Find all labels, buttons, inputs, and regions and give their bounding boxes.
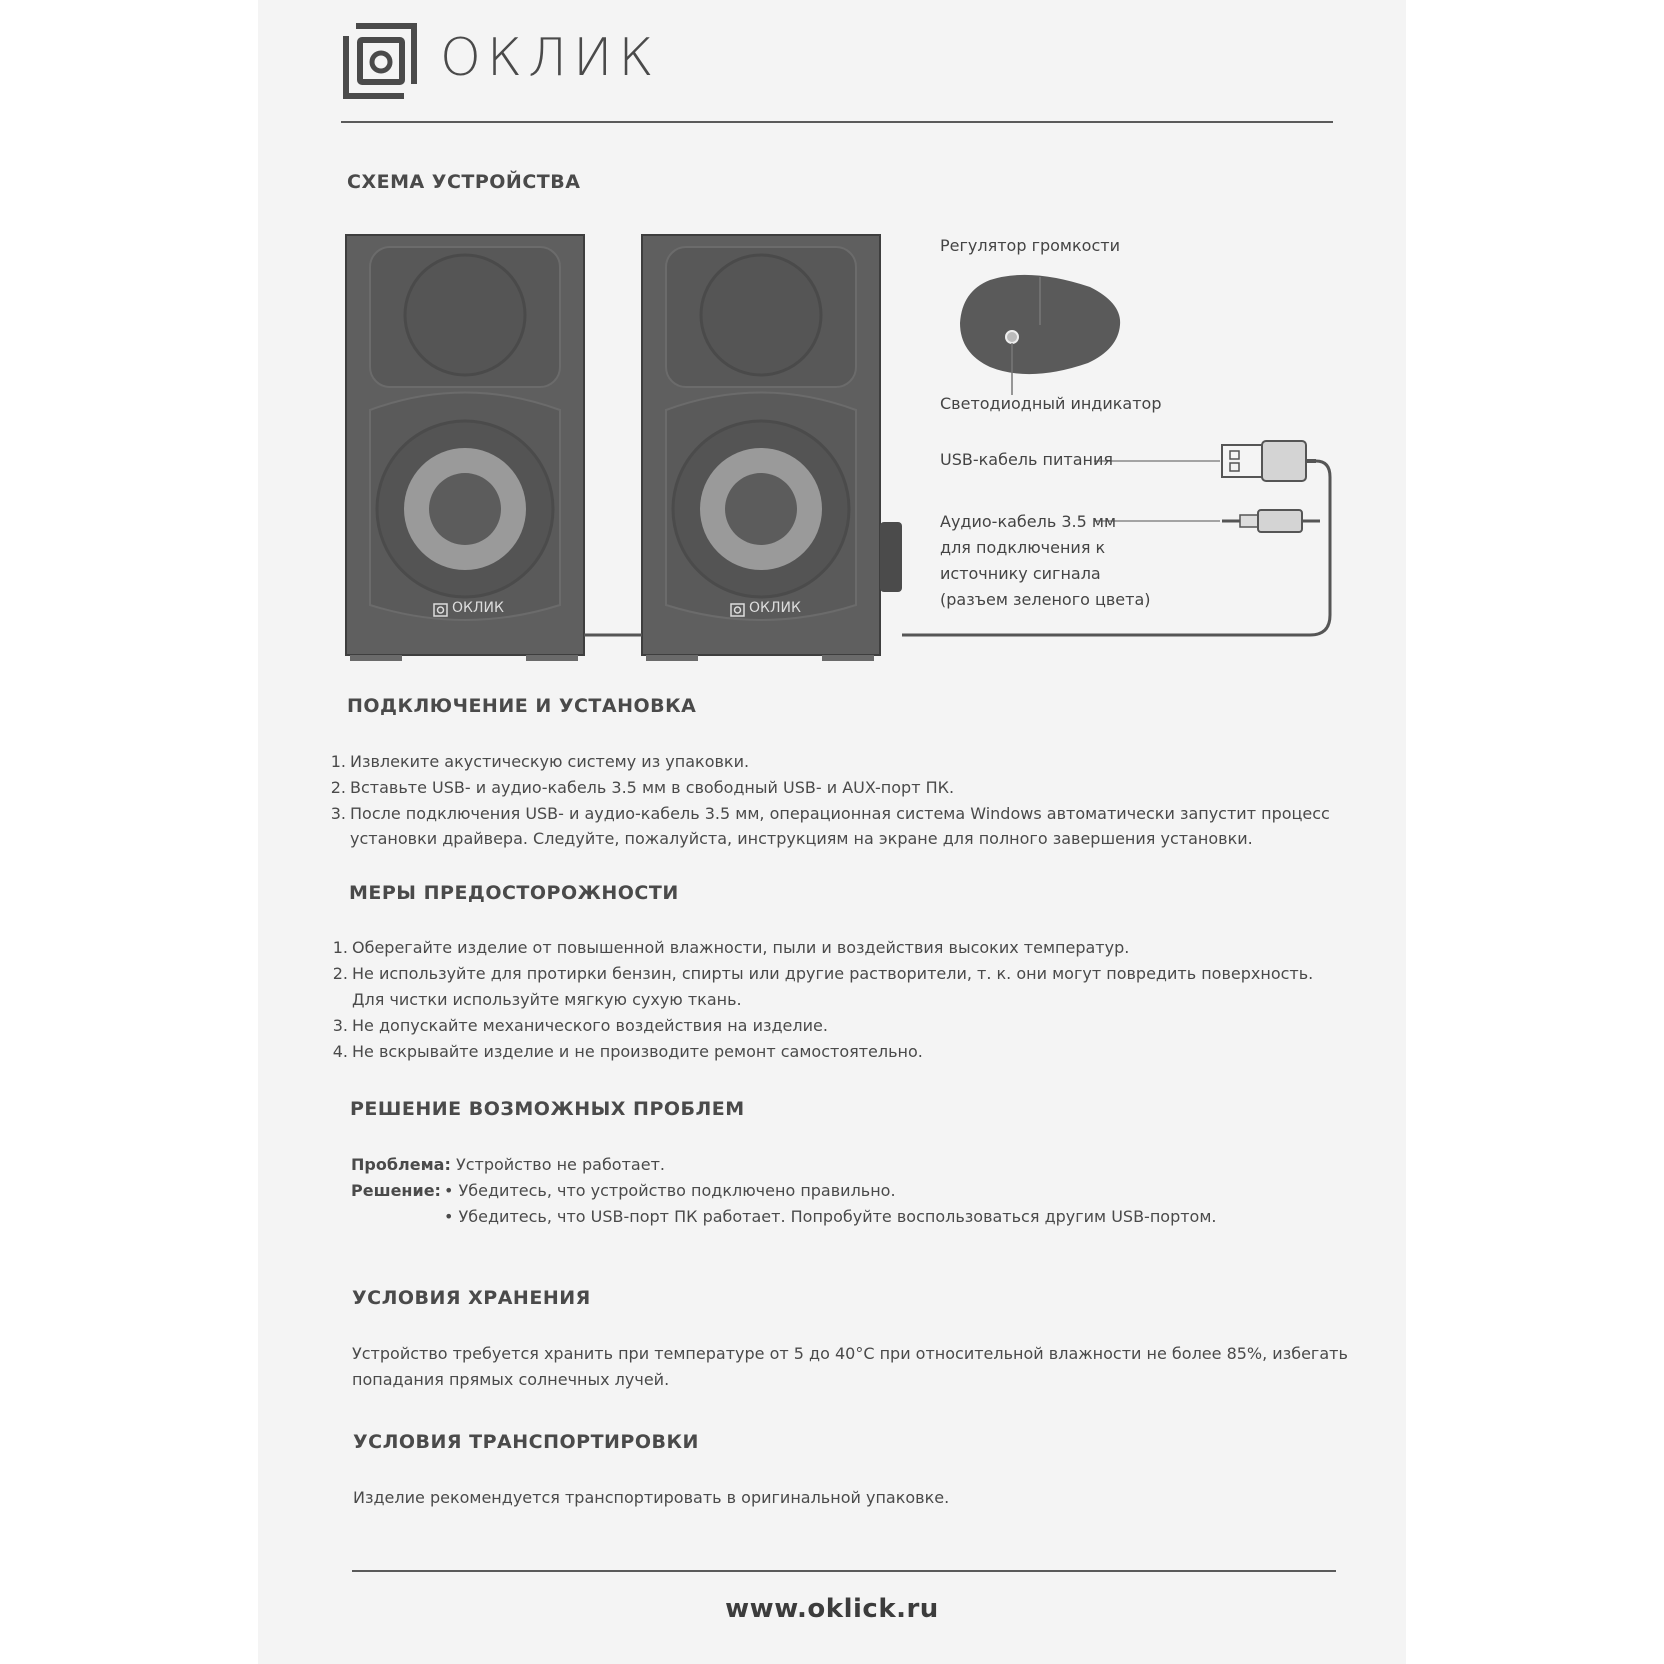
oklick-logo-icon	[338, 22, 420, 102]
left-speaker-brand: ОКЛИК	[452, 600, 504, 616]
precaution-item: 4. Не вскрывайте изделие и не производите ремонт самостоятельно.	[332, 1042, 923, 1061]
solution-item: • Убедитесь, что USB-порт ПК работает. Попробуйте воспользоваться другим USB-портом.	[444, 1207, 1217, 1226]
left-speaker	[346, 235, 584, 661]
storage-text-line: Устройство требуется хранить при температуре от 5 до 40°С при относительной влажности не более 85%, избегать	[352, 1344, 1348, 1363]
device-diagram	[330, 225, 1340, 665]
footer-divider	[352, 1570, 1336, 1572]
installation-item: 2. Вставьте USB- и аудио-кабель 3.5 мм в свободный USB- и AUX-порт ПК.	[330, 778, 955, 797]
installation-item: 3. После подключения USB- и аудио-кабель 3.5 мм, операционная система Windows автоматически запустит процесс	[330, 804, 1330, 823]
precautions-title: МЕРЫ ПРЕДОСТОРОЖНОСТИ	[349, 882, 679, 904]
solution-item: • Убедитесь, что устройство подключено правильно.	[444, 1181, 896, 1200]
precaution-item: 3. Не допускайте механического воздействия на изделие.	[332, 1016, 828, 1035]
installation-item: 1. Извлеките акустическую систему из упаковки.	[330, 752, 750, 771]
right-speaker-logo-icon	[729, 602, 747, 618]
storage-text-line: попадания прямых солнечных лучей.	[352, 1370, 670, 1389]
installation-item-continuation: установки драйвера. Следуйте, пожалуйста, инструкциям на экране для полного завершения установки.	[350, 829, 1253, 848]
precaution-item: 2. Не используйте для протирки бензин, спирты или другие растворители, т. к. они могут повредить поверхность.	[332, 964, 1314, 983]
audio-cable-label-2: для подключения к	[940, 538, 1106, 557]
usb-cable-label: USB-кабель питания	[940, 450, 1114, 469]
led-indicator-label: Светодиодный индикатор	[940, 394, 1162, 413]
problem-line: Проблема: Устройство не работает.	[351, 1155, 665, 1174]
diagram-title: СХЕМА УСТРОЙСТВА	[347, 171, 581, 193]
storage-title: УСЛОВИЯ ХРАНЕНИЯ	[352, 1287, 591, 1309]
precaution-item-continuation: Для чистки используйте мягкую сухую ткань.	[352, 990, 742, 1009]
audio-cable-label-3: источнику сигнала	[940, 564, 1101, 583]
header-divider	[341, 121, 1333, 123]
transport-title: УСЛОВИЯ ТРАНСПОРТИРОВКИ	[353, 1431, 699, 1453]
solution-label: Решение:	[351, 1181, 441, 1200]
brand-logo-text: ОКЛИК	[440, 28, 660, 88]
troubleshooting-title: РЕШЕНИЕ ВОЗМОЖНЫХ ПРОБЛЕМ	[350, 1098, 745, 1120]
website-url: www.oklick.ru	[725, 1594, 939, 1624]
audio-cable-label-4: (разъем зеленого цвета)	[940, 590, 1151, 609]
installation-title: ПОДКЛЮЧЕНИЕ И УСТАНОВКА	[347, 695, 697, 717]
right-speaker	[642, 235, 902, 661]
audio-cable-label-1: Аудио-кабель 3.5 мм	[940, 512, 1117, 531]
transport-text: Изделие рекомендуется транспортировать в оригинальной упаковке.	[353, 1488, 950, 1507]
right-speaker-brand: ОКЛИК	[749, 600, 801, 616]
left-speaker-logo-icon	[432, 602, 450, 618]
precaution-item: 1. Оберегайте изделие от повышенной влажности, пыли и воздействия высоких температур.	[332, 938, 1130, 957]
volume-control-label: Регулятор громкости	[940, 236, 1120, 255]
